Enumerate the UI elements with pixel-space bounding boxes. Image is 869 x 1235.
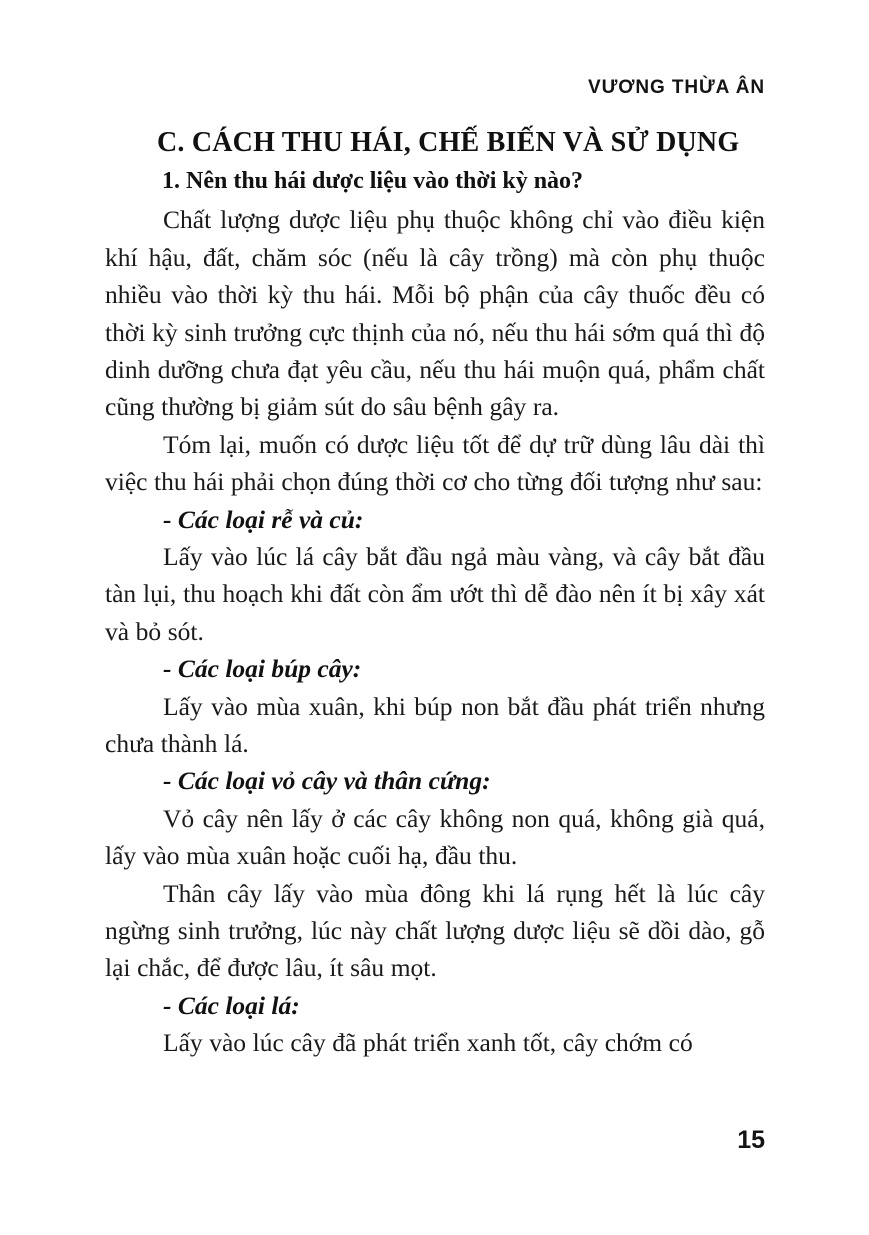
page-content [105,126,765,1062]
paragraph-list [105,201,765,1061]
paragraph-sub-heading: - Các loại vỏ cây và thân cứng: [163,766,491,796]
paragraph-body: Lấy vào lúc cây đã phát triển xanh tốt, cây chớm có [163,1028,693,1058]
subsection-title: 1. Nên thu hái dược liệu vào thời kỳ nào? [162,168,584,195]
paragraph-sub-heading: - Các loại búp cây: [163,654,362,684]
paragraph-body: Thân cây lấy vào mùa đông khi lá rụng hết là lúc cây ngừng sinh trưởng, lúc này chất lượng dược liệu sẽ dồi dào, gỗ lại chắc, để được lâu, ít sâu mọt. [105,878,765,983]
paragraph-sub-heading: - Các loại lá: [163,990,300,1020]
running-header: VƯƠNG THỪA ÂN [588,77,765,98]
paragraph-body: Lấy vào mùa xuân, khi búp non bắt đầu phát triển nhưng chưa thành lá. [105,691,765,759]
paragraph-body: Vỏ cây nên lấy ở các cây không non quá, không già quá, lấy vào mùa xuân hoặc cuối hạ, đầu thu. [105,803,765,871]
paragraph-body: Tóm lại, muốn có dược liệu tốt để dự trữ dùng lâu dài thì việc thu hái phải chọn đúng thời cơ cho từng đối tượng như sau: [105,429,765,497]
paragraph-sub-heading: - Các loại rễ và củ: [163,504,364,534]
paragraph-body: Lấy vào lúc lá cây bắt đầu ngả màu vàng, và cây bắt đầu tàn lụi, thu hoạch khi đất còn ẩm ướt thì dễ đào nên ít bị xây xát và bỏ sót. [105,542,765,646]
section-title: C. CÁCH THU HÁI, CHẾ BIẾN VÀ SỬ DỤNG [157,127,740,158]
paragraph-body: Chất lượng dược liệu phụ thuộc không chỉ vào điều kiện khí hậu, đất, chăm sóc (nếu là cây trồng) mà còn phụ thuộc nhiều vào thời kỳ thu hái. Mỗi bộ phận của cây thuốc đều có thời kỳ sinh trưởng cực thịnh của nó, nếu thu hái sớm quá thì độ dinh dưỡng chưa đạt yêu cầu, nếu thu hái muộn quá, phẩm chất cũng thường bị giảm sút do sâu bệnh gây ra. [105,205,765,422]
page-number: 15 [737,1126,765,1154]
